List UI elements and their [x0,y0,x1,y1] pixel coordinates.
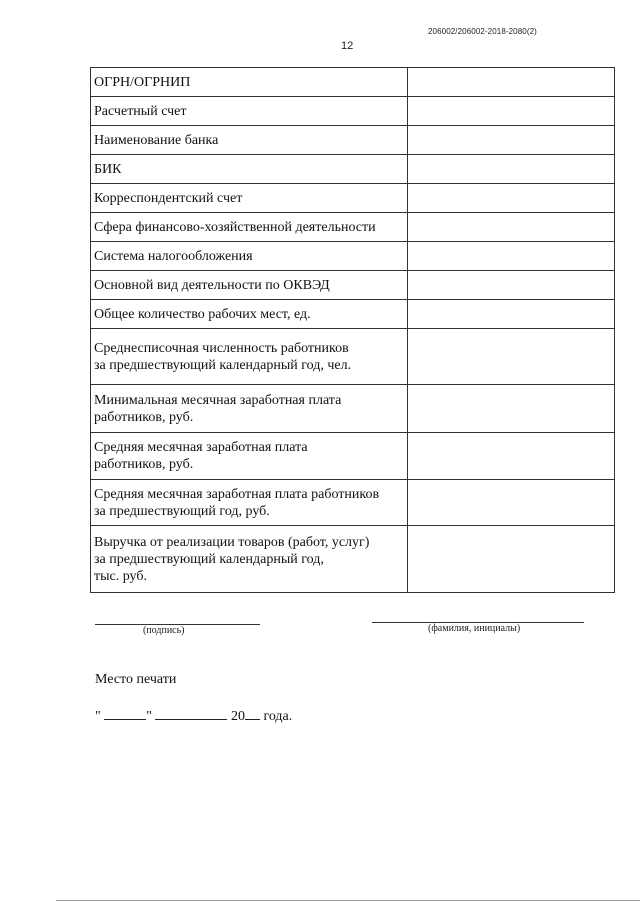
table-row [91,213,615,242]
row-label: Основной вид деятельности по ОКВЭД [91,271,408,300]
table-row [91,433,615,480]
bottom-rule [56,900,640,901]
table-row [91,271,615,300]
table-row [91,68,615,97]
date-year-blank[interactable] [245,706,260,720]
date-close-quote: " [146,709,152,724]
table-row [91,300,615,329]
name-caption: (фамилия, инициалы) [428,623,521,634]
document-id: 206002/206002-2018-2080(2) [428,27,537,36]
row-value-field[interactable] [408,329,615,385]
stamp-place-label: Место печати [95,672,177,687]
date-year-prefix: 20 [230,709,245,724]
row-value-field[interactable] [408,126,615,155]
row-value-field[interactable] [408,242,615,271]
table-row [91,126,615,155]
table-row [91,526,615,593]
row-label: Минимальная месячная заработная плата работников, руб. [91,385,408,433]
table-row [91,480,615,526]
row-value-field[interactable] [408,184,615,213]
date-month-blank[interactable] [155,706,227,720]
row-label: Выручка от реализации товаров (работ, услуг) за предшествующий календарный год, тыс. руб. [91,526,408,593]
row-label: Сфера финансово-хозяйственной деятельности [91,213,408,242]
row-label: Общее количество рабочих мест, ед. [91,300,408,329]
date-day-blank[interactable] [104,706,146,720]
row-label: Расчетный счет [91,97,408,126]
row-label: Наименование банка [91,126,408,155]
date-suffix: года. [259,709,293,724]
table-row [91,329,615,385]
requisites-table [90,67,615,593]
table-row [91,385,615,433]
row-label: Среднесписочная численность работников за предшествующий календарный год, чел. [91,329,408,385]
table-row [91,97,615,126]
row-value-field[interactable] [408,271,615,300]
row-value-field[interactable] [408,213,615,242]
row-label: ОГРН/ОГРНИП [91,68,408,97]
row-value-field[interactable] [408,433,615,480]
row-label: БИК [91,155,408,184]
row-label: Средняя месячная заработная плата работников за предшествующий год, руб. [91,480,408,526]
date-line [95,706,292,725]
signature-caption: (подпись) [143,625,185,636]
row-label: Система налогообложения [91,242,408,271]
row-value-field[interactable] [408,155,615,184]
table-row [91,155,615,184]
table-row [91,184,615,213]
row-value-field[interactable] [408,480,615,526]
row-value-field[interactable] [408,97,615,126]
row-label: Корреспондентский счет [91,184,408,213]
table-row [91,242,615,271]
page-number: 12 [341,40,354,52]
row-value-field[interactable] [408,526,615,593]
row-value-field[interactable] [408,385,615,433]
row-value-field[interactable] [408,68,615,97]
row-value-field[interactable] [408,300,615,329]
row-label: Средняя месячная заработная плата работников, руб. [91,433,408,480]
date-open-quote: " [95,709,101,724]
